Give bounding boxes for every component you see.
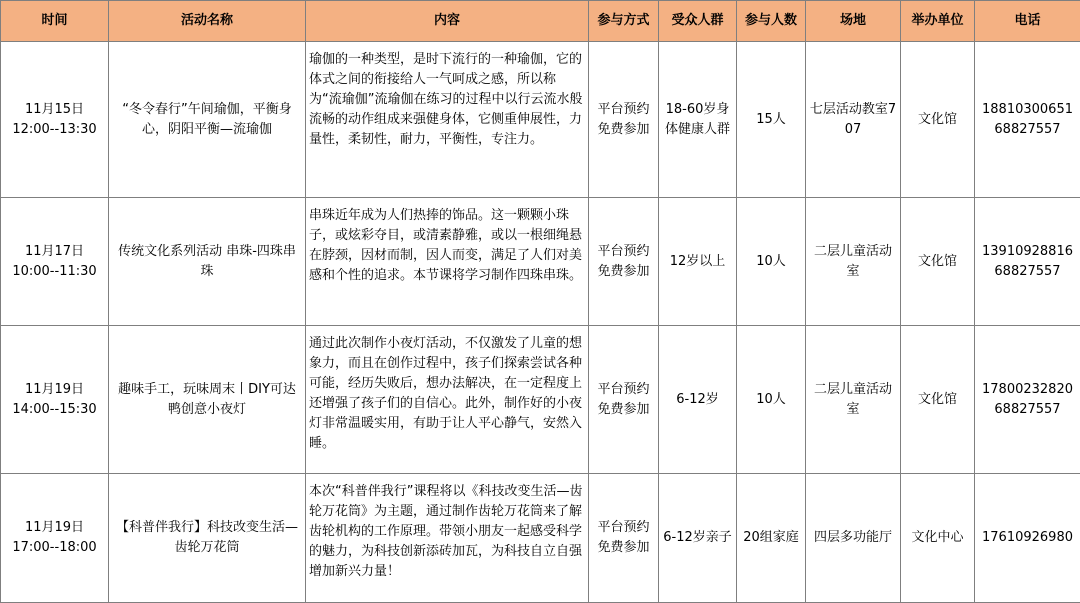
time-cell	[1, 42, 109, 198]
header-activity-name: 活动名称	[109, 1, 306, 42]
header-audience: 受众人群	[659, 1, 737, 42]
time-cell	[1, 198, 109, 326]
table-row	[1, 474, 1080, 603]
participation-method-cell: 平台预约免费参加	[589, 198, 659, 326]
organizer-cell: 文化中心	[901, 474, 975, 603]
participant-count-cell: 10人	[737, 198, 806, 326]
time-range-text: 12:00--13:30	[4, 120, 105, 140]
phone-number: 18810300651	[978, 100, 1077, 120]
content-cell: 瑜伽的一种类型，是时下流行的一种瑜伽，它的体式之间的衔接给人一气呵成之感，所以称为“流瑜伽”流瑜伽在练习的过程中以行云流水般流畅的动作组成来强健身体，它侧重伸展性，力量性，柔韧性，耐力，平衡性，专注力。	[306, 42, 589, 198]
content-cell: 串珠近年成为人们热捧的饰品。这一颗颗小珠子，或炫彩夺目，或清素静雅，或以一根细绳悬在脖颈，因材而制，因人而变，满足了人们对美感和个性的追求。本节课将学习制作四珠串珠。	[306, 198, 589, 326]
participation-method-cell: 平台预约免费参加	[589, 474, 659, 603]
header-phone: 电话	[975, 1, 1080, 42]
audience-cell: 18-60岁身体健康人群	[659, 42, 737, 198]
table-row	[1, 326, 1080, 474]
table-header-row	[1, 1, 1080, 42]
time-range-text: 10:00--11:30	[4, 262, 105, 282]
header-participant-count: 参与人数	[737, 1, 806, 42]
audience-cell: 6-12岁	[659, 326, 737, 474]
participant-count-cell: 20组家庭	[737, 474, 806, 603]
header-venue: 场地	[806, 1, 901, 42]
activity-name-cell: “冬令春行”午间瑜伽，平衡身心，阴阳平衡—流瑜伽	[109, 42, 306, 198]
audience-cell: 12岁以上	[659, 198, 737, 326]
audience-cell: 6-12岁亲子	[659, 474, 737, 603]
participation-method-cell: 平台预约免费参加	[589, 42, 659, 198]
activity-name-cell: 【科普伴我行】科技改变生活—齿轮万花筒	[109, 474, 306, 603]
venue-cell: 二层儿童活动室	[806, 326, 901, 474]
header-participation-method: 参与方式	[589, 1, 659, 42]
content-cell: 本次“科普伴我行”课程将以《科技改变生活—齿轮万花筒》为主题，通过制作齿轮万花筒来了解齿轮机构的工作原理。带领小朋友一起感受科学的魅力，为科技创新添砖加瓦，为科技自立自强增加新兴力量！	[306, 474, 589, 603]
time-cell	[1, 326, 109, 474]
organizer-cell: 文化馆	[901, 326, 975, 474]
table-row	[1, 198, 1080, 326]
date-text: 11月19日	[4, 380, 105, 400]
time-range-text: 14:00--15:30	[4, 400, 105, 420]
venue-cell: 二层儿童活动室	[806, 198, 901, 326]
phone-cell	[975, 474, 1080, 603]
organizer-cell: 文化馆	[901, 198, 975, 326]
activity-name-cell: 传统文化系列活动 串珠-四珠串珠	[109, 198, 306, 326]
header-content: 内容	[306, 1, 589, 42]
phone-number: 68827557	[978, 400, 1077, 420]
phone-number: 13910928816	[978, 242, 1077, 262]
content-cell: 通过此次制作小夜灯活动，不仅激发了儿童的想象力，而且在创作过程中，孩子们探索尝试各种可能，经历失败后，想办法解决，在一定程度上还增强了孩子们的自信心。此外，制作好的小夜灯非常温暖实用，有助于让人平心静气，安然入睡。	[306, 326, 589, 474]
time-range-text: 17:00--18:00	[4, 538, 105, 558]
table-row	[1, 42, 1080, 198]
date-text: 11月19日	[4, 518, 105, 538]
participant-count-cell: 10人	[737, 326, 806, 474]
phone-cell	[975, 326, 1080, 474]
organizer-cell: 文化馆	[901, 42, 975, 198]
phone-number: 17610926980	[978, 528, 1077, 548]
phone-cell	[975, 198, 1080, 326]
participant-count-cell: 15人	[737, 42, 806, 198]
date-text: 11月17日	[4, 242, 105, 262]
phone-cell	[975, 42, 1080, 198]
header-time: 时间	[1, 1, 109, 42]
participation-method-cell: 平台预约免费参加	[589, 326, 659, 474]
phone-number: 17800232820	[978, 380, 1077, 400]
phone-number: 68827557	[978, 262, 1077, 282]
venue-cell: 四层多功能厅	[806, 474, 901, 603]
time-cell	[1, 474, 109, 603]
activity-name-cell: 趣味手工，玩味周末丨DIY可达鸭创意小夜灯	[109, 326, 306, 474]
date-text: 11月15日	[4, 100, 105, 120]
phone-number: 68827557	[978, 120, 1077, 140]
venue-cell: 七层活动教室707	[806, 42, 901, 198]
header-organizer: 举办单位	[901, 1, 975, 42]
